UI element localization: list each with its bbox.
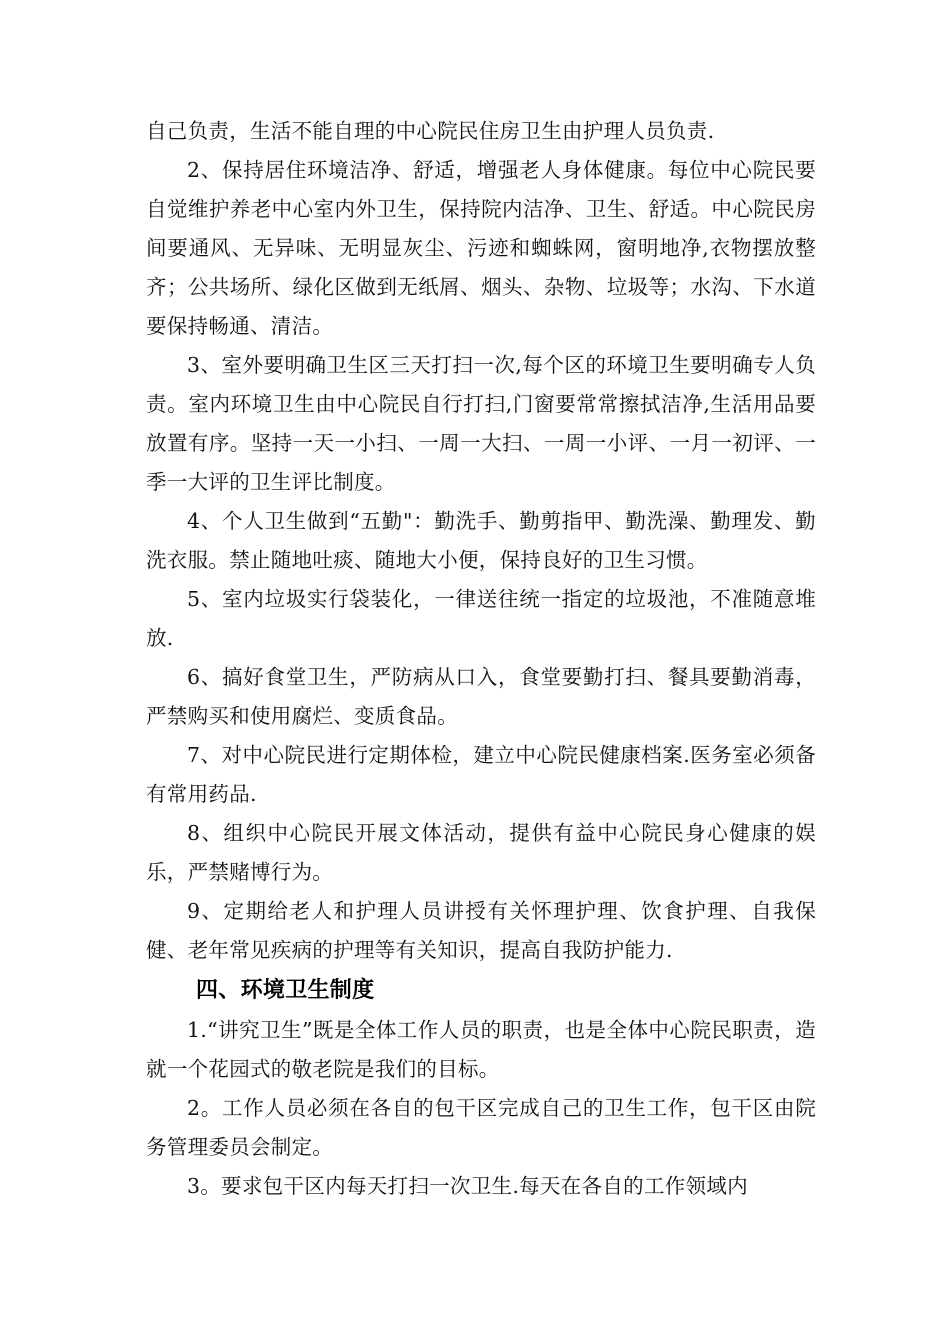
paragraph-item-6: 6、搞好食堂卫生，严防病从口入，食堂要勤打扫、餐具要勤消毒，严禁购买和使用腐烂、变质食品。: [146, 665, 816, 728]
paragraph-env-1: 1.“讲究卫生”既是全体工作人员的职责，也是全体中心院民职责，造就一个花园式的敬老院是我们的目标。: [146, 1018, 816, 1081]
paragraph-item-3: 3、室外要明确卫生区三天打扫一次,每个区的环境卫生要明确专人负责。室内环境卫生由中心院民自行打扫,门窗要常常擦拭洁净,生活用品要放置有序。坚持一天一小扫、一周一大扫、一周一小评、一月一初评、一季一大评的卫生评比制度。: [146, 353, 816, 494]
paragraph-item-5: 5、室内垃圾实行袋装化，一律送往统一指定的垃圾池，不准随意堆放.: [146, 587, 816, 650]
paragraph-env-3: 3。要求包干区内每天打扫一次卫生.每天在各自的工作领域内: [187, 1174, 748, 1198]
paragraph-env-2: 2。工作人员必须在各自的包干区完成自己的卫生工作，包干区由院务管理委员会制定。: [146, 1096, 816, 1159]
paragraph-item-9: 9、定期给老人和护理人员讲授有关怀理护理、饮食护理、自我保健、老年常见疾病的护理等有关知识，提高自我防护能力.: [146, 899, 816, 962]
paragraph-continuation: 自己负责，生活不能自理的中心院民住房卫生由护理人员负责.: [146, 119, 715, 143]
document-body: [146, 112, 816, 1206]
paragraph-item-4: 4、个人卫生做到“五勤"：勤洗手、勤剪指甲、勤洗澡、勤理发、勤洗衣服。禁止随地吐痰、随地大小便，保持良好的卫生习惯。: [146, 509, 816, 572]
paragraph-item-2: 2、保持居住环境洁净、舒适，增强老人身体健康。每位中心院民要自觉维护养老中心室内外卫生，保持院内洁净、卫生、舒适。中心院民房间要通风、无异味、无明显灰尘、污迹和蜘蛛网，窗明地净,衣物摆放整齐；公共场所、绿化区做到无纸屑、烟头、杂物、垃圾等；水沟、下水道要保持畅通、清洁。: [146, 158, 816, 338]
paragraph-item-7: 7、对中心院民进行定期体检，建立中心院民健康档案.医务室必须备有常用药品.: [146, 743, 816, 806]
paragraph-item-8: 8、组织中心院民开展文体活动，提供有益中心院民身心健康的娱乐，严禁赌博行为。: [146, 821, 816, 884]
section-heading: 四、环境卫生制度: [196, 978, 375, 1003]
